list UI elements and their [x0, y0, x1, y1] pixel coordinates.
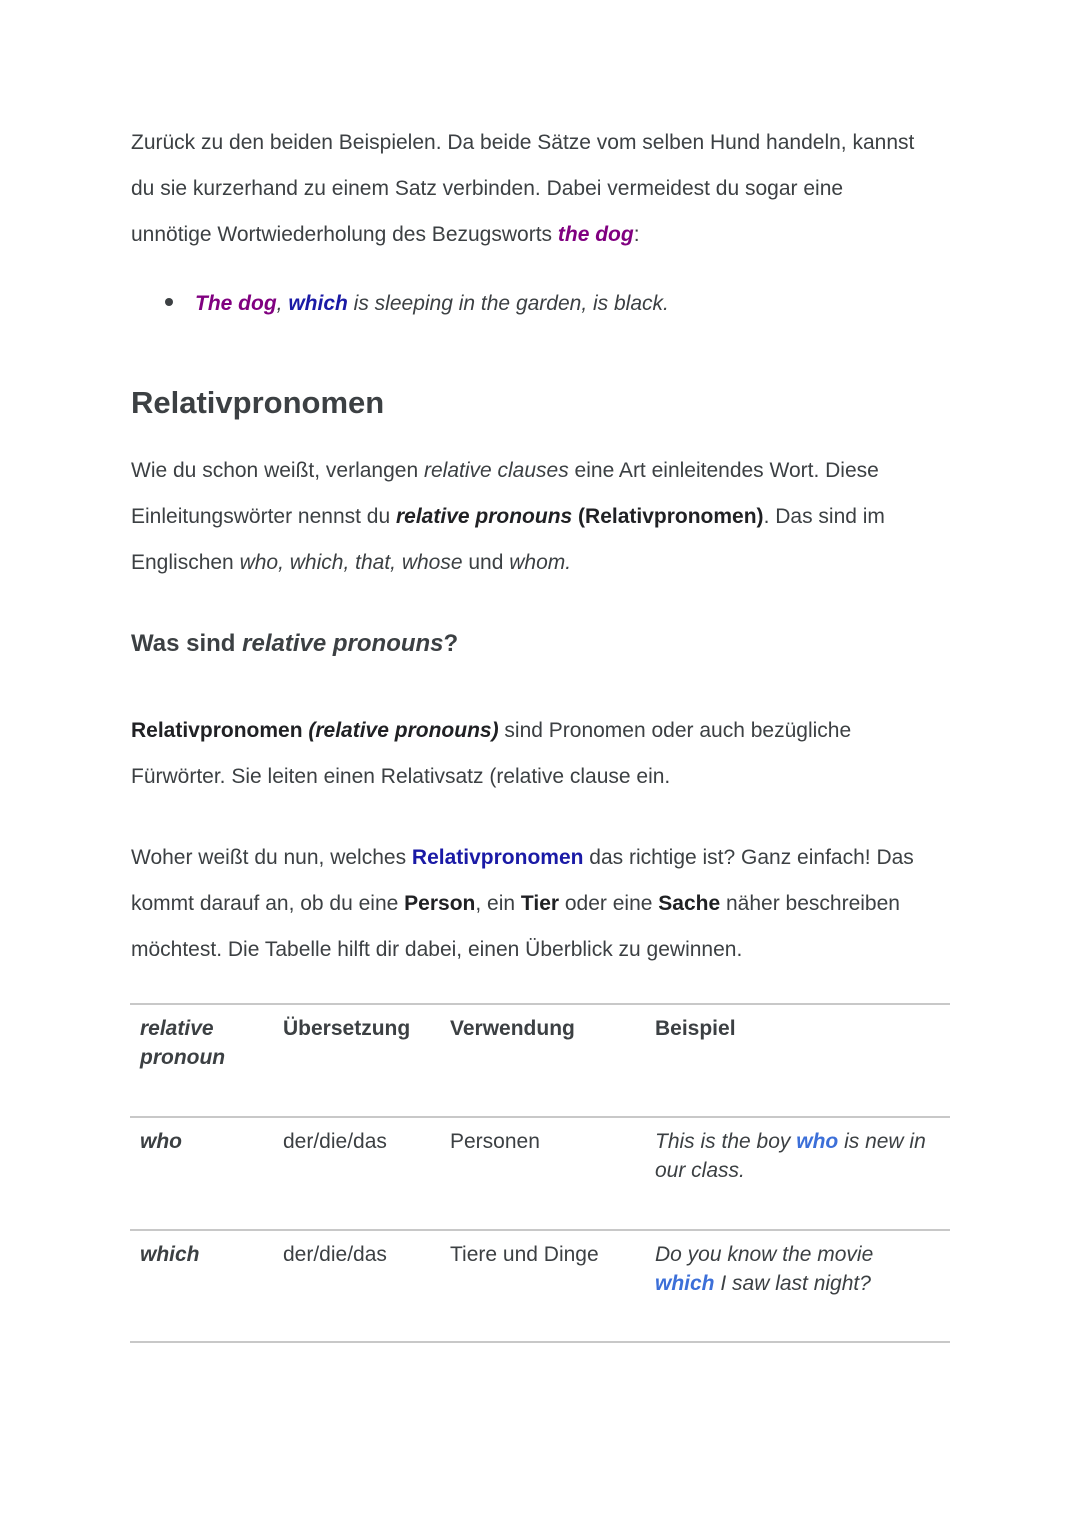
- table-rule: [130, 1116, 950, 1118]
- usage-relativpronomen: Relativpronomen: [411, 846, 584, 869]
- table-rule: [130, 1341, 950, 1343]
- example-text: Do you know the movie: [655, 1243, 874, 1266]
- table-rule: [130, 1229, 950, 1231]
- section-text: Englischen: [131, 551, 240, 574]
- table-rule: [130, 1003, 950, 1005]
- definition-term: Relativpronomen: [131, 719, 309, 742]
- usage-text: , ein: [475, 892, 521, 915]
- intro-paragraph: [131, 120, 961, 258]
- usage-text: näher beschreiben: [720, 892, 900, 915]
- intro-line3-prefix: unnötige Wortwiederholung des Bezugsworts: [131, 223, 558, 246]
- header-uebersetzung: Übersetzung: [283, 1017, 411, 1040]
- usage-text: das richtige ist? Ganz einfach! Das: [583, 846, 914, 869]
- row-which-translation: der/die/das: [283, 1243, 387, 1266]
- section-heading: Relativpronomen: [131, 385, 385, 420]
- definition-text: sind Pronomen oder auch bezügliche: [498, 719, 852, 742]
- header-beispiel: Beispiel: [655, 1017, 736, 1040]
- subheading-relative-pronouns: relative pronouns: [242, 630, 444, 657]
- section-pronoun-list: who, which, that, whose: [239, 551, 463, 574]
- definition-term-english: (relative pronouns): [308, 719, 499, 742]
- usage-sache: Sache: [658, 892, 721, 915]
- bullet-dot-icon: [165, 298, 173, 306]
- example-text: I saw last night?: [714, 1272, 871, 1295]
- usage-text: möchtest. Die Tabelle hilft dir dabei, einen Überblick zu gewinnen.: [131, 938, 743, 961]
- usage-text: kommt darauf an, ob du eine: [131, 892, 405, 915]
- row-which-usage: Tiere und Dinge: [450, 1243, 599, 1266]
- section-text: Einleitungswörter nennst du: [131, 505, 396, 528]
- intro-line3-suffix: :: [633, 223, 640, 246]
- header-relative-pronoun: [140, 1014, 270, 1072]
- usage-paragraph: [131, 835, 961, 973]
- usage-tier: Tier: [520, 892, 560, 915]
- example-text: our class.: [655, 1159, 745, 1182]
- example-text: This is the boy: [655, 1130, 797, 1153]
- section-text: Wie du schon weißt, verlangen: [131, 459, 424, 482]
- row-which-example: [655, 1240, 950, 1298]
- definition-paragraph: [131, 708, 961, 800]
- row-who-translation: der/die/das: [283, 1130, 387, 1153]
- subheading-question-mark: ?: [443, 630, 459, 657]
- section-relative-clauses: relative clauses: [423, 459, 569, 482]
- usage-text: Woher weißt du nun, welches: [131, 846, 412, 869]
- header-verwendung: Verwendung: [450, 1017, 575, 1040]
- intro-line2: du sie kurzerhand zu einem Satz verbinden. Dabei vermeidest du sogar eine: [131, 177, 844, 200]
- row-which-pronoun: which: [140, 1243, 200, 1266]
- section-text: . Das sind im: [763, 505, 885, 528]
- section-relativpronomen: (Relativpronomen): [572, 505, 764, 528]
- example-bullet: [165, 282, 669, 326]
- usage-text: oder eine: [559, 892, 659, 915]
- row-who-pronoun: who: [140, 1130, 182, 1153]
- row-who-example: [655, 1127, 950, 1185]
- section-relative-pronouns: relative pronouns: [396, 505, 573, 528]
- example-text: is new in: [838, 1130, 926, 1153]
- definition-text: Fürwörter. Sie leiten einen Relativsatz (relative clause ein.: [131, 765, 671, 788]
- section-paragraph: [131, 448, 961, 586]
- row-who-usage: Personen: [450, 1130, 540, 1153]
- example-who-highlight: who: [796, 1130, 839, 1153]
- intro-highlight-the-dog: the dog: [557, 223, 634, 246]
- subheading-text: Was sind: [131, 630, 243, 657]
- bullet-comma: ,: [276, 292, 289, 315]
- section-text: und: [462, 551, 510, 574]
- subheading: [131, 630, 458, 658]
- header-pronoun: pronoun: [140, 1046, 226, 1069]
- bullet-rest: is sleeping in the garden, is black.: [347, 292, 669, 315]
- usage-person: Person: [404, 892, 476, 915]
- intro-line1: Zurück zu den beiden Beispielen. Da beide Sätze vom selben Hund handeln, kannst: [131, 131, 915, 154]
- section-text: eine Art einleitendes Wort. Diese: [568, 459, 879, 482]
- header-relative: relative: [140, 1017, 214, 1040]
- section-whom: whom.: [509, 551, 572, 574]
- bullet-which: which: [288, 292, 348, 315]
- example-which-highlight: which: [655, 1272, 715, 1295]
- bullet-the-dog: The dog: [195, 292, 277, 315]
